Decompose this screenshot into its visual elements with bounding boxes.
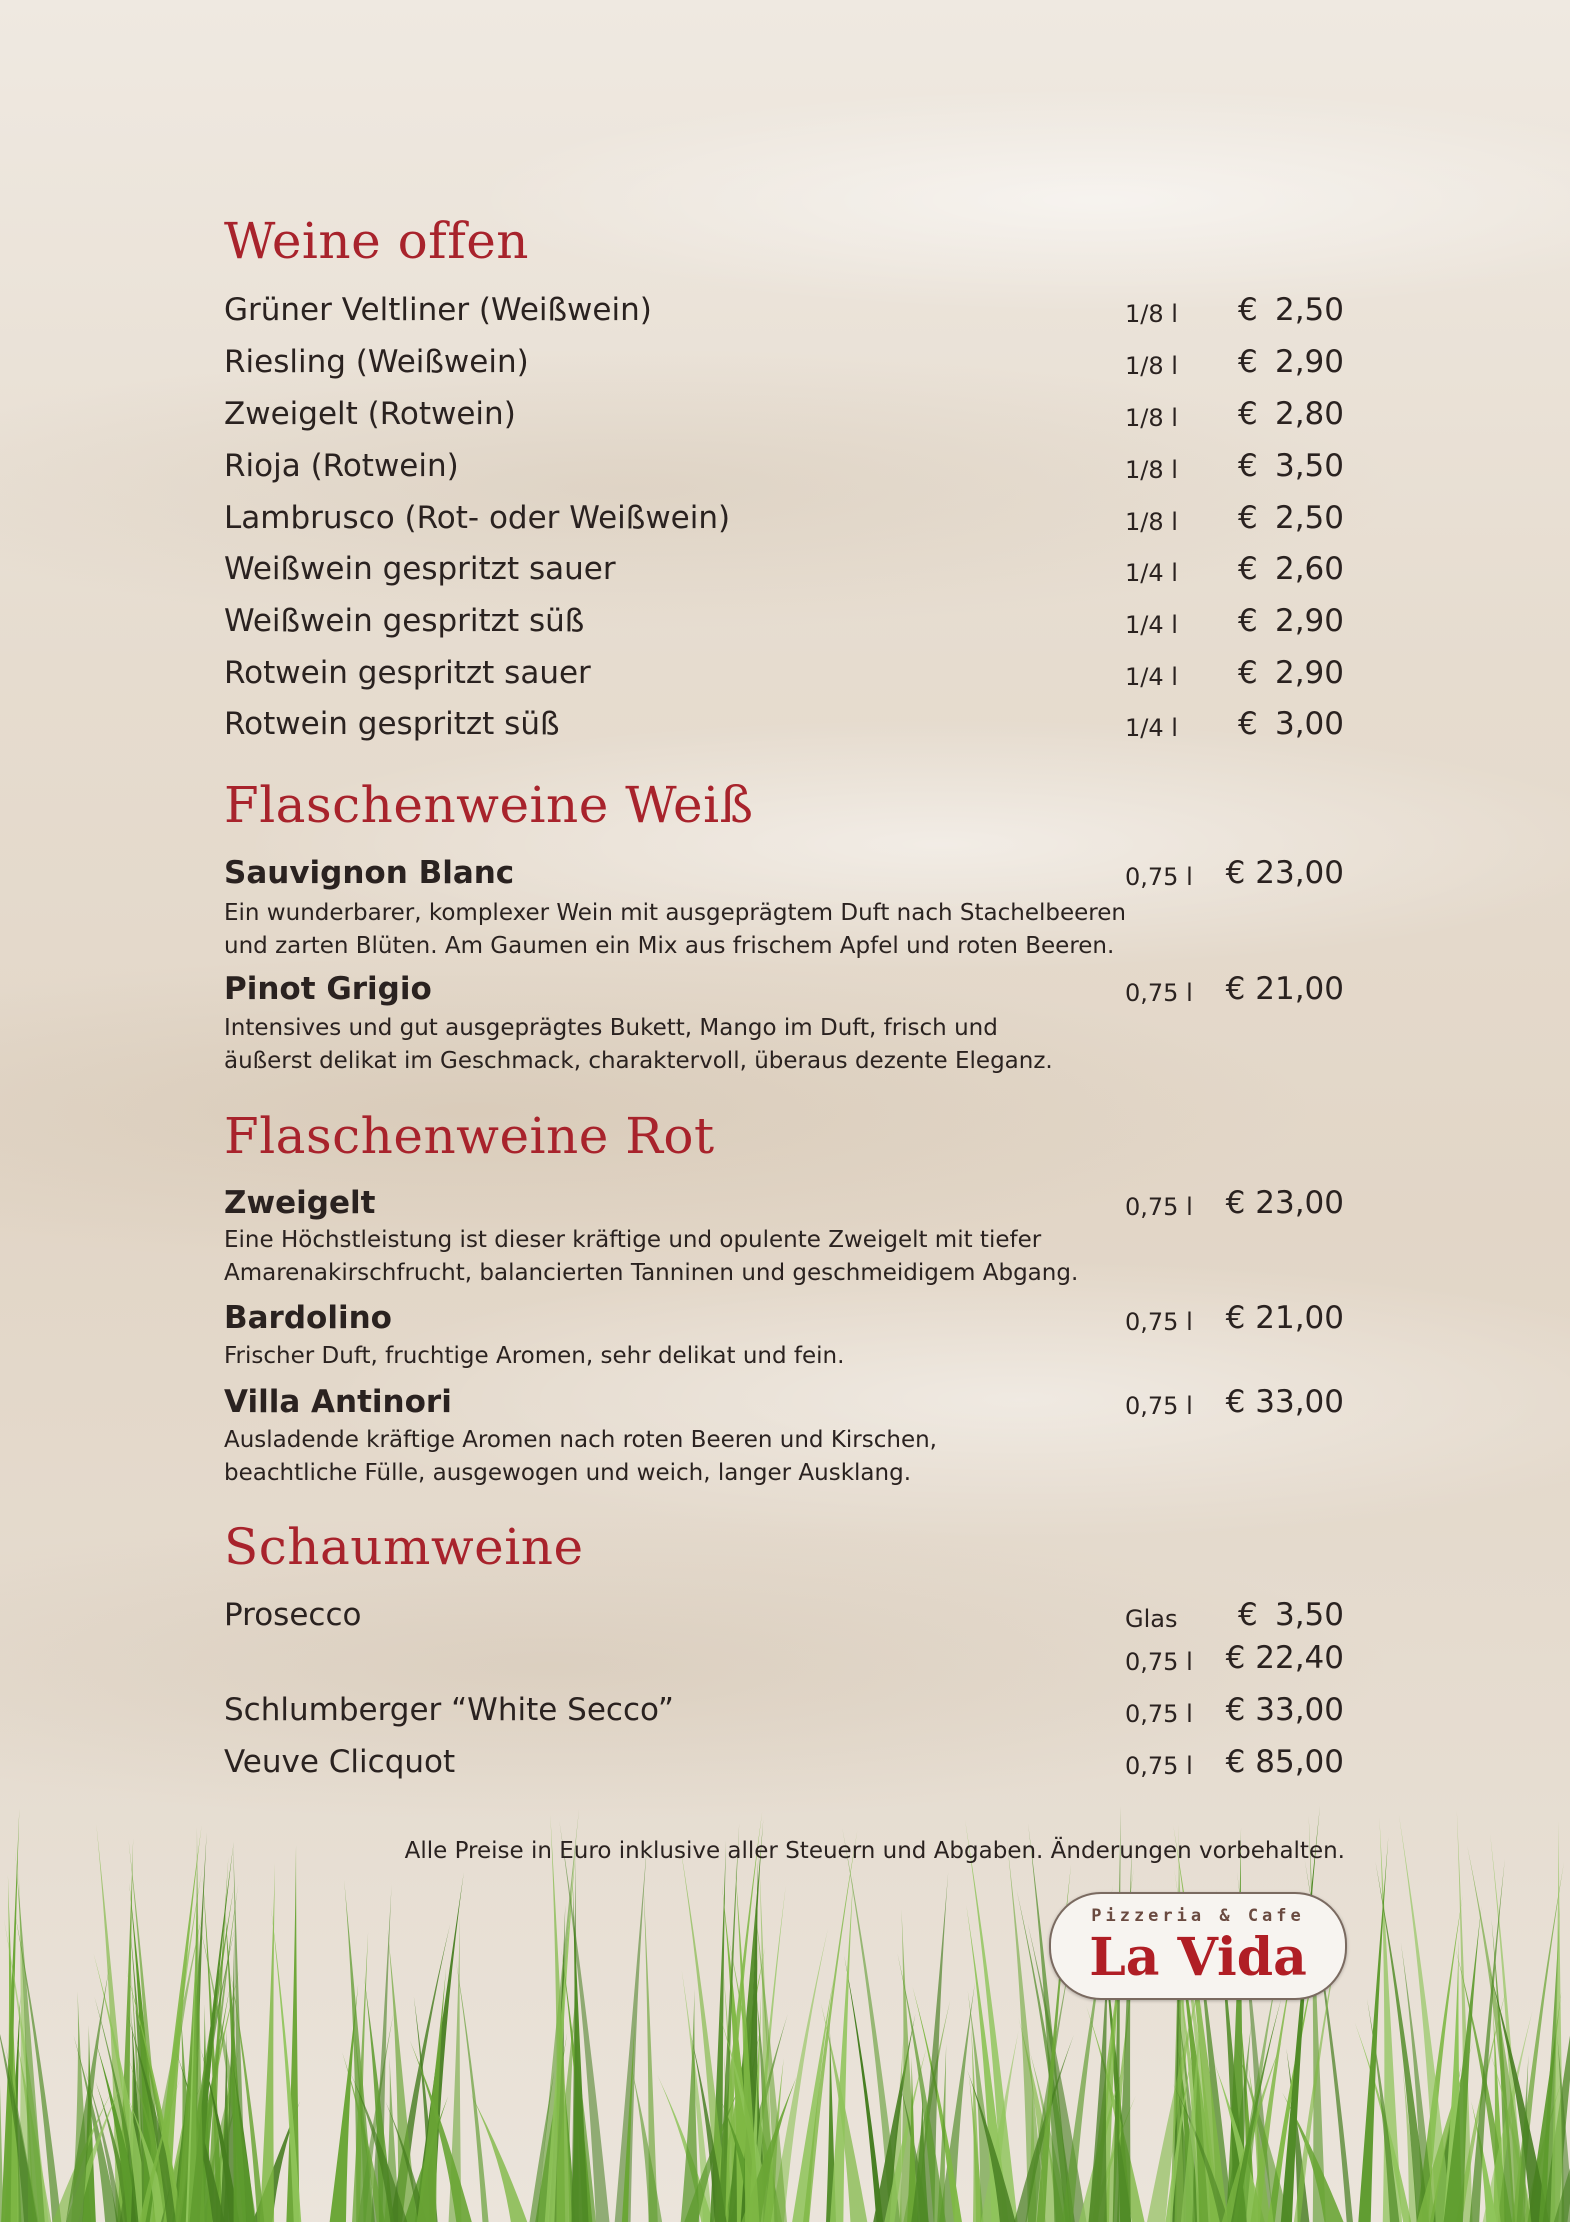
grass-blade (615, 1840, 648, 2222)
item-price: € 33,00 (1225, 1692, 1344, 1728)
item-quantity: 1/8 l (1125, 300, 1178, 328)
item-name: Weißwein gespritzt süß (224, 603, 585, 639)
item-name: Bardolino (224, 1300, 392, 1336)
item-price: 2,90 (1274, 603, 1344, 639)
item-price: € 85,00 (1225, 1744, 1344, 1780)
item-quantity: 0,75 l (1125, 863, 1193, 891)
section-title-red-bottles: Flaschenweine Rot (224, 1107, 715, 1165)
item-description (224, 1424, 1124, 1490)
item-name: Veuve Clicquot (224, 1744, 456, 1780)
grass-blade (260, 1863, 275, 2222)
item-name: Sauvignon Blanc (224, 855, 515, 891)
section-title-white-bottles: Flaschenweine Weiß (224, 776, 754, 834)
item-name: Villa Antinori (224, 1384, 452, 1420)
currency-symbol: € (1238, 448, 1258, 484)
item-quantity: 1/8 l (1125, 456, 1178, 484)
item-quantity: 1/4 l (1125, 663, 1178, 691)
item-price: € 21,00 (1225, 971, 1344, 1007)
menu-row (224, 855, 1344, 899)
currency-symbol: € (1238, 1597, 1258, 1633)
description-line: beachtliche Fülle, ausgewogen und weich, langer Ausklang. (224, 1460, 912, 1486)
description-line: und zarten Blüten. Am Gaumen ein Mix aus frischem Apfel und roten Beeren. (224, 933, 1115, 959)
item-name: Zweigelt (224, 1185, 376, 1221)
item-name: Rioja (Rotwein) (224, 448, 459, 484)
item-name: Pinot Grigio (224, 971, 432, 1007)
item-price: € 21,00 (1225, 1300, 1344, 1336)
description-line: Ein wunderbarer, komplexer Wein mit ausgeprägtem Duft nach Stachelbeeren (224, 900, 1126, 926)
price-footnote: Alle Preise in Euro inklusive aller Steuern und Abgaben. Änderungen vorbehalten. (404, 1838, 1345, 1864)
menu-row (224, 971, 1344, 1015)
grass-blade (188, 1827, 205, 2222)
currency-symbol: € (1238, 706, 1258, 742)
menu-row (224, 1692, 1344, 1736)
item-quantity: 1/4 l (1125, 714, 1178, 742)
item-name: Weißwein gespritzt sauer (224, 551, 616, 587)
description-line: Intensives und gut ausgeprägtes Bukett, Mango im Duft, frisch und (224, 1015, 998, 1041)
currency-symbol: € (1238, 551, 1258, 587)
item-quantity: 0,75 l (1125, 979, 1193, 1007)
menu-row (224, 292, 1344, 336)
menu-row (224, 396, 1344, 440)
item-quantity: 0,75 l (1125, 1193, 1193, 1221)
item-name: Rotwein gespritzt süß (224, 706, 560, 742)
item-name: Zweigelt (Rotwein) (224, 396, 516, 432)
item-price: € 23,00 (1225, 855, 1344, 891)
item-price: 2,90 (1274, 344, 1344, 380)
item-price: € 22,40 (1225, 1640, 1344, 1676)
description-line: Ausladende kräftige Aromen nach roten Beeren und Kirschen, (224, 1427, 937, 1453)
item-name: Lambrusco (Rot- oder Weißwein) (224, 500, 731, 536)
description-line: Amarenakirschfrucht, balancierten Tanninen und geschmeidigem Abgang. (224, 1260, 1079, 1286)
item-quantity: 1/8 l (1125, 508, 1178, 536)
item-name: Schlumberger “White Secco” (224, 1692, 674, 1728)
item-price: 2,50 (1274, 292, 1344, 328)
currency-symbol: € (1238, 500, 1258, 536)
item-quantity: 0,75 l (1125, 1648, 1193, 1676)
item-price: € 23,00 (1225, 1185, 1344, 1221)
menu-row (224, 1300, 1344, 1344)
item-quantity: 1/4 l (1125, 611, 1178, 639)
item-price: 2,60 (1274, 551, 1344, 587)
item-description (224, 1224, 1124, 1290)
item-name: Prosecco (224, 1597, 362, 1633)
menu-row (224, 706, 1344, 750)
restaurant-logo (1049, 1892, 1347, 2000)
item-quantity: 1/8 l (1125, 352, 1178, 380)
item-price: 3,50 (1274, 1597, 1344, 1633)
item-price: € 33,00 (1225, 1384, 1344, 1420)
grass-blade (631, 2065, 662, 2222)
menu-row (224, 1744, 1344, 1788)
description-line: Frischer Duft, fruchtige Aromen, sehr delikat und fein. (224, 1343, 845, 1369)
section-title-open-wines: Weine offen (224, 212, 529, 270)
item-price: 2,80 (1274, 396, 1344, 432)
menu-row (224, 655, 1344, 699)
item-quantity: 0,75 l (1125, 1752, 1193, 1780)
item-description (224, 1340, 1124, 1373)
currency-symbol: € (1238, 344, 1258, 380)
item-name: Grüner Veltliner (Weißwein) (224, 292, 652, 328)
menu-row (224, 1185, 1344, 1229)
item-quantity: 0,75 l (1125, 1700, 1193, 1728)
description-line: Eine Höchstleistung ist dieser kräftige und opulente Zweigelt mit tiefer (224, 1227, 1042, 1253)
menu-row (224, 1640, 1344, 1684)
currency-symbol: € (1238, 603, 1258, 639)
menu-row (224, 603, 1344, 647)
item-name: Riesling (Weißwein) (224, 344, 529, 380)
description-line: äußerst delikat im Geschmack, charaktervoll, überaus dezente Eleganz. (224, 1048, 1053, 1074)
menu-row (224, 1597, 1344, 1641)
item-description (224, 897, 1124, 963)
menu-row (224, 448, 1344, 492)
item-name: Rotwein gespritzt sauer (224, 655, 591, 691)
menu-row (224, 344, 1344, 388)
item-quantity: 1/4 l (1125, 559, 1178, 587)
section-title-sparkling: Schaumweine (224, 1518, 584, 1576)
currency-symbol: € (1238, 292, 1258, 328)
menu-row (224, 551, 1344, 595)
item-price: 3,50 (1274, 448, 1344, 484)
currency-symbol: € (1238, 396, 1258, 432)
menu-row (224, 500, 1344, 544)
item-price: 2,50 (1274, 500, 1344, 536)
item-description (224, 1012, 1124, 1078)
logo-name: La Vida (1089, 1927, 1307, 1988)
grass-blade (0, 1956, 3, 2222)
logo-tagline: Pizzeria & Cafe (1091, 1906, 1305, 1926)
item-quantity: 0,75 l (1125, 1392, 1193, 1420)
item-quantity: 1/8 l (1125, 404, 1178, 432)
item-quantity: 0,75 l (1125, 1308, 1193, 1336)
item-price: 3,00 (1274, 706, 1344, 742)
menu-row (224, 1384, 1344, 1428)
item-quantity: Glas (1125, 1605, 1178, 1633)
currency-symbol: € (1238, 655, 1258, 691)
item-price: 2,90 (1274, 655, 1344, 691)
